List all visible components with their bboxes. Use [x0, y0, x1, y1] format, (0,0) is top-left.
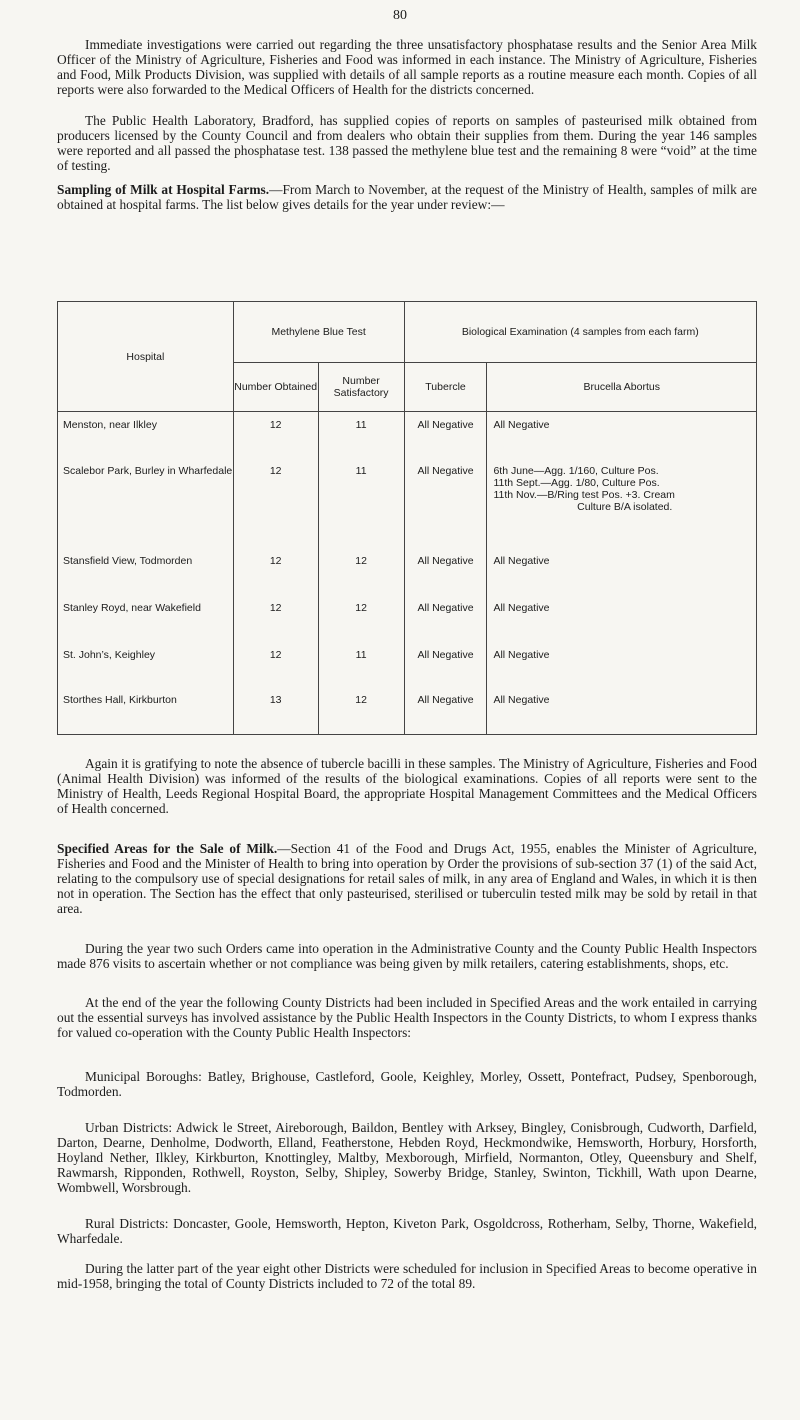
- paragraph-specified-areas: [57, 841, 757, 916]
- tubercle-result: All Negative: [404, 458, 487, 548]
- paragraph-county-districts: At the end of the year the following County Districts had been included in Specified Areas and the work entailed in carrying out the essential surveys has involved assistance by the Public Health Inspectors in the County Districts, to whom I express thanks for valued co-operation with the County Public Health Inspectors:: [57, 995, 757, 1040]
- page-number: 80: [393, 8, 407, 23]
- header-methylene-blue: Methylene Blue Test: [233, 302, 404, 363]
- heading-hospital-farms: Sampling of Milk at Hospital Farms.: [57, 182, 270, 197]
- heading-specified-areas: Specified Areas for the Sale of Milk.: [57, 841, 278, 856]
- tubercle-result: All Negative: [404, 687, 487, 735]
- paragraph-urban-districts: Urban Districts: Adwick le Street, Aireborough, Baildon, Bentley with Arksey, Bingley, Conisbrough, Cudworth, Darfield, Darton, Dearne, Denholme, Dodworth, Elland, Featherstone, Hebden Royd, Heckmondwike, Hemsworth, Horbury, Horsforth, Hoyland Nether, Ilkley, Kirkburton, Knottingley, Maltby, Mexborough, Mirfield, Normanton, Otley, Queensbury and Shelf, Rawmarsh, Ripponden, Rothwell, Royston, Selby, Shipley, Sowerby Bridge, Stanley, Swinton, Tickhill, Wath upon Dearne, Wombwell, Worsbrough.: [57, 1120, 757, 1195]
- number-obtained: 13: [233, 687, 318, 735]
- table-row: [58, 642, 757, 687]
- header-brucella-abortus: Brucella Abortus: [487, 363, 757, 412]
- hospital-name: Scalebor Park, Burley in Wharfedale: [58, 458, 234, 548]
- tubercle-result: All Negative: [404, 595, 487, 642]
- hospital-name: Menston, near Ilkley: [58, 412, 234, 458]
- paragraph-mid-1958: During the latter part of the year eight other Districts were scheduled for inclusion in Specified Areas to become operative in mid-1958, bringing the total of County Districts included to 72 of the total 89.: [57, 1261, 757, 1291]
- brucella-result: All Negative: [493, 554, 550, 567]
- brucella-result: All Negative: [493, 601, 550, 614]
- paragraph-orders-operation: During the year two such Orders came into operation in the Administrative County and the County Public Health Inspectors made 876 visits to ascertain whether or not compliance was being given by milk retailers, catering establishments, shops, etc.: [57, 941, 757, 971]
- tubercle-result: All Negative: [404, 642, 487, 687]
- table-row: [58, 412, 757, 458]
- hospital-name: Storthes Hall, Kirkburton: [58, 687, 234, 735]
- number-obtained: 12: [233, 548, 318, 595]
- number-satisfactory: 12: [318, 687, 404, 735]
- header-number-satisfactory: Number Satisfactory: [318, 363, 404, 412]
- brucella-result: 11th Sept.—Agg. 1/80, Culture Pos.: [493, 476, 660, 489]
- brucella-result: 6th June—Agg. 1/160, Culture Pos.: [493, 464, 659, 477]
- tubercle-result: All Negative: [404, 412, 487, 458]
- table-row: [58, 548, 757, 595]
- number-satisfactory: 11: [318, 412, 404, 458]
- header-hospital: Hospital: [58, 302, 234, 412]
- table-row: [58, 458, 757, 548]
- brucella-result: All Negative: [493, 419, 550, 431]
- table-row: [58, 687, 757, 735]
- brucella-result: 11th Nov.—B/Ring test Pos. +3. Cream: [493, 488, 675, 501]
- number-satisfactory: 12: [318, 595, 404, 642]
- number-satisfactory: 11: [318, 642, 404, 687]
- brucella-result: All Negative: [493, 693, 550, 706]
- hospital-farms-table: [57, 301, 757, 735]
- paragraph-public-health-laboratory: The Public Health Laboratory, Bradford, has supplied copies of reports on samples of pasteurised milk obtained from producers licensed by the County Council and from dealers who obtain their supplies from them. During the year 146 samples were reported and all passed the phosphatase test. 138 passed the methylene blue test and the remaining 8 were “void” at the time of testing.: [57, 113, 757, 173]
- tubercle-result: All Negative: [404, 548, 487, 595]
- brucella-result: All Negative: [493, 648, 550, 661]
- header-tubercle: Tubercle: [404, 363, 487, 412]
- paragraph-phosphatase-investigations: Immediate investigations were carried out regarding the three unsatisfactory phosphatase results and the Senior Area Milk Officer of the Ministry of Agriculture, Fisheries and Food was informed in each instance. The Ministry of Agriculture, Fisheries and Food, Milk Products Division, was supplied with details of all sample reports as a routine measure each month. Copies of all reports were also forwarded to the Medical Officers of Health for the districts concerned.: [57, 37, 757, 97]
- table-row: [58, 595, 757, 642]
- paragraph-municipal-boroughs: Municipal Boroughs: Batley, Brighouse, Castleford, Goole, Keighley, Morley, Ossett, Pontefract, Pudsey, Spenborough, Todmorden.: [57, 1069, 757, 1099]
- paragraph-rural-districts: Rural Districts: Doncaster, Goole, Hemsworth, Hepton, Kiveton Park, Osgoldcross, Rotherham, Selby, Thorne, Wakefield, Wharfedale.: [57, 1216, 757, 1246]
- specified-areas-text: —Section 41 of the Food and Drugs Act, 1955, enables the Minister of Agriculture, Fisheries and Food and the Minister of Health to bring into operation by Order the provisions of sub-section 37 (1) of the said Act, relating to the compulsory use of special designations for retail sales of milk, in any area of England and Wales, in which it is then not in operation. The Section has the effect that only pasteurised, sterilised or tuberculin tested milk may be sold by retail in that area.: [57, 841, 757, 916]
- hospital-name: St. John’s, Keighley: [58, 642, 234, 687]
- header-biological-examination: Biological Examination (4 samples from each farm): [404, 302, 756, 363]
- number-satisfactory: 11: [318, 458, 404, 548]
- paragraph-hospital-farms: [57, 182, 757, 212]
- number-obtained: 12: [233, 642, 318, 687]
- brucella-result: Culture B/A isolated.: [577, 500, 673, 513]
- paragraph-tubercle-absence: Again it is gratifying to note the absence of tubercle bacilli in these samples. The Ministry of Agriculture, Fisheries and Food (Animal Health Division) was informed of the results of the biological examinations. Copies of all reports were sent to the Ministry of Health, Leeds Regional Hospital Board, the appropriate Hospital Management Committees and the Medical Officers of Health concerned.: [57, 756, 757, 816]
- header-number-obtained: Number Obtained: [233, 363, 318, 412]
- number-obtained: 12: [233, 412, 318, 458]
- hospital-name: Stanley Royd, near Wakefield: [58, 595, 234, 642]
- hospital-farms-text: —From March to November, at the request of the Ministry of Health, samples of milk are obtained at hospital farms. The list below gives details for the year under review:—: [57, 182, 757, 212]
- number-obtained: 12: [233, 595, 318, 642]
- hospital-name: Stansfield View, Todmorden: [58, 548, 234, 595]
- number-satisfactory: 12: [318, 548, 404, 595]
- number-obtained: 12: [233, 458, 318, 548]
